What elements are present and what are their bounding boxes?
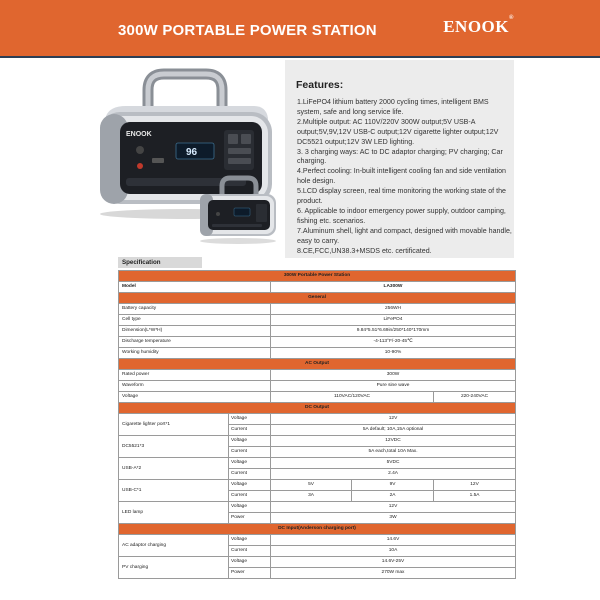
lcd-readout: 96 [186,147,198,158]
table-row [119,392,516,403]
brand-logo [443,17,514,37]
table-row [119,458,516,469]
section-row [119,293,516,304]
feature-item: 5.LCD display screen, real time monitoring the working state of the product. [297,187,506,206]
section-general: General [119,293,516,304]
row-value: LiFePO4 [271,315,516,326]
table-row [119,304,516,315]
feature-item: 4.Perfect cooling: In-built intelligent cooling fan and side ventilation hole design. [297,167,507,186]
sub-label: Current [229,546,271,557]
row-label: Cell type [119,315,271,326]
table-row [119,348,516,359]
row-label: Working humidity [119,348,271,359]
feature-item: 2.Multiple output: AC 110V/220V 300W output;5V USB-A output;5V,9V,12V USB-C output;12V cigarette lighter output;12V DC5521 output;12V 3W LED lighting. [297,117,499,146]
row-value: 5A each,total 10A Max. [271,447,516,458]
row-value: 2.4A [271,469,516,480]
feature-item: 7.Aluminum shell, light and compact, designed with movable handle, easy to carry. [297,226,512,245]
row-label: USB-C*1 [119,480,229,502]
row-label: LED lamp [119,502,229,524]
table-row [119,436,516,447]
row-value: 5VDC [271,458,516,469]
section-dc-input: DC Input(Anderson charging port) [119,524,516,535]
row-value: 3A [271,491,352,502]
row-value: 110VAC/120VAC [271,392,434,403]
sub-label: Current [229,425,271,436]
row-value: 5A default; 10A,15A optional [271,425,516,436]
product-logo: ENOOK [126,131,152,138]
sub-label: Voltage [229,414,271,425]
feature-item: 3. 3 charging ways: AC to DC adaptor charging; PV charging; Car charging. [297,147,503,166]
table-row [119,370,516,381]
features-list [297,98,512,257]
row-value: 12VDC [271,436,516,447]
feature-item: 8.CE,FCC,UN38.3+MSDS etc. certificated. [297,246,432,255]
row-value: 12V [271,414,516,425]
sub-label: Voltage [229,535,271,546]
row-value: 270W max [271,568,516,579]
header-banner [0,0,600,56]
row-value: 14.6V-25V [271,557,516,568]
section-row [119,359,516,370]
page-title: 300W PORTABLE POWER STATION [118,22,377,39]
row-label: USB-A*2 [119,458,229,480]
row-value: 12V [434,480,516,491]
spec-table [118,270,516,579]
row-value: 9.84*5.51*6.69in/250*140*170mm [271,326,516,337]
model-value: LA300W [271,282,516,293]
row-label: AC adaptor charging [119,535,229,557]
row-label: Battery capacity [119,304,271,315]
row-label: PV charging [119,557,229,579]
sub-label: Power [229,568,271,579]
row-label: Voltage [119,392,271,403]
row-value: 300W [271,370,516,381]
product-image-small [194,174,280,246]
row-value: 9V [352,480,434,491]
sub-label: Voltage [229,480,271,491]
row-label: Waveform [119,381,271,392]
features-title: Features: [296,79,344,91]
row-label: DC5521*3 [119,436,229,458]
sub-label: Current [229,491,271,502]
row-value: 256WH [271,304,516,315]
row-label: Discharge temperature [119,337,271,348]
sub-label: Current [229,447,271,458]
table-row [119,337,516,348]
table-row [119,502,516,513]
table-row [119,315,516,326]
sub-label: Current [229,469,271,480]
feature-item: 6. Applicable to indoor emergency power supply, outdoor camping, fishing etc. scenarios. [297,206,506,225]
table-row [119,480,516,491]
row-value: 10-90% [271,348,516,359]
table-row [119,381,516,392]
sub-label: Voltage [229,458,271,469]
brand-name: ENOOK [443,17,510,36]
row-value: 12V [271,502,516,513]
row-value: 3W [271,513,516,524]
section-dc-output: DC Output [119,403,516,414]
feature-item: 1.LiFePO4 lithium battery 2000 cycling times, intelligent BMS system, safe and long service life. [297,98,489,116]
row-label: Dimension(L*W*H) [119,326,271,337]
section-ac-output: AC Output [119,359,516,370]
row-value: 1.5A [434,491,516,502]
table-row [119,535,516,546]
table-row [119,326,516,337]
header-divider [0,56,600,58]
brand-registered-mark: ® [509,15,514,21]
table-row [119,282,516,293]
row-label: Rated power [119,370,271,381]
row-value: -4-113°F/-20-45℃ [271,337,516,348]
row-label: Cigarette lighter port*1 [119,414,229,436]
sub-label: Voltage [229,557,271,568]
section-row [119,403,516,414]
row-value: 14.6V [271,535,516,546]
row-value: 5V [271,480,352,491]
row-value: 2A [352,491,434,502]
row-value: Pure sine wave [271,381,516,392]
sub-label: Voltage [229,502,271,513]
model-label: Model [119,282,271,293]
sub-label: Voltage [229,436,271,447]
table-row [119,414,516,425]
specification-label: Specification [118,257,202,268]
table-title: 300W Portable Power Station [119,271,516,282]
table-row [119,557,516,568]
row-value: 10A [271,546,516,557]
section-row [119,524,516,535]
sub-label: Power [229,513,271,524]
table-title-row [119,271,516,282]
row-value: 220-240VAC [434,392,516,403]
